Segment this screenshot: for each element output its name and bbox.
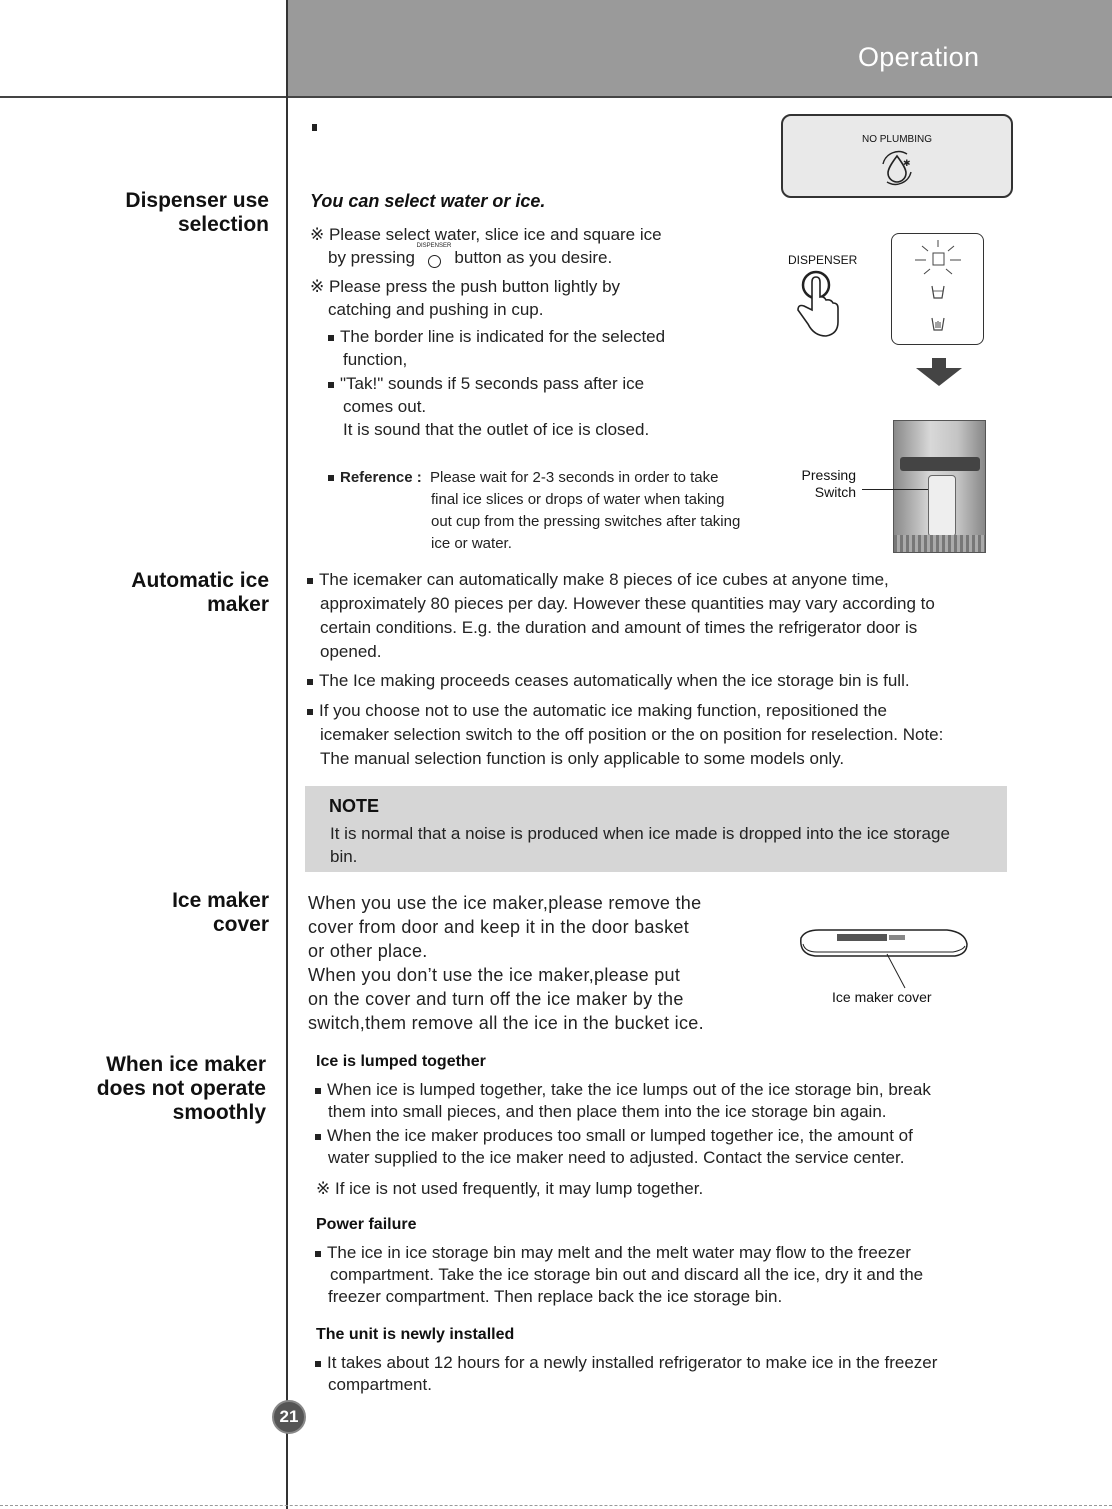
selector-panel bbox=[891, 233, 984, 345]
page-number: 21 bbox=[272, 1400, 306, 1434]
heading-dispenser-use: Dispenser use selection bbox=[125, 189, 269, 236]
lumped-title: Ice is lumped together bbox=[316, 1053, 486, 1070]
leader-line bbox=[862, 489, 928, 490]
heading-ice-maker-cover: Ice maker cover bbox=[172, 889, 269, 936]
water-cup-icon bbox=[930, 284, 946, 300]
note-title: NOTE bbox=[329, 796, 380, 816]
lumped-bullet-2: When the ice maker produces too small or lumped together ice, the amount of water supplied to the ice maker need to adjusted. Contact the service center. bbox=[315, 1125, 913, 1169]
fig-pressing-switch-label: Pressing Switch bbox=[801, 467, 856, 500]
note-box bbox=[305, 786, 1007, 872]
dispenser-bullet-1: The border line is indicated for the selected function, bbox=[328, 325, 665, 371]
auto-ice-paragraph-3: If you choose not to use the automatic ice making function, repositioned the icemaker selection switch to the off position or the on position for reselection. Note: The manual selection function is only applicable to some models only. bbox=[307, 699, 943, 771]
dispenser-reference: Reference : Please wait for 2-3 seconds in order to take final ice slices or drops of water when taking out cup from the pressing switches after taking ice or water. bbox=[328, 467, 740, 555]
footer-divider bbox=[0, 1505, 1112, 1507]
dispenser-button-icon: DISPENSER bbox=[420, 246, 450, 266]
vertical-divider bbox=[286, 0, 288, 1509]
dispenser-bullet-2: "Tak!" sounds if 5 seconds pass after ice comes out. It is sound that the outlet of ice is closed. bbox=[328, 372, 649, 441]
dispenser-note-2b: catching and pushing in cup. bbox=[328, 300, 544, 319]
heading-automatic-ice-maker: Automatic ice maker bbox=[131, 569, 269, 616]
dispenser-note-2a: ※ Please press the push button lightly by bbox=[310, 277, 621, 296]
header-band bbox=[288, 0, 1112, 96]
marker-square bbox=[312, 124, 317, 131]
finger-press-icon bbox=[790, 268, 850, 344]
newly-installed-title: The unit is newly installed bbox=[316, 1326, 515, 1343]
fig-dispenser-label: DISPENSER bbox=[788, 253, 858, 267]
svg-text:✱: ✱ bbox=[903, 159, 911, 169]
cup-with-ice bbox=[928, 475, 956, 537]
lumped-bullet-1: When ice is lumped together, take the ice lumps out of the ice storage bin, break them into small pieces, and then place them into the ice storage bin again. bbox=[315, 1079, 931, 1123]
crushed-ice-icon bbox=[930, 316, 946, 332]
lumped-note: ※ If ice is not used frequently, it may lump together. bbox=[316, 1179, 704, 1198]
water-drop-icon bbox=[877, 148, 917, 188]
arrow-down-icon bbox=[916, 358, 962, 386]
no-plumbing-label: NO PLUMBING bbox=[861, 134, 932, 145]
ice-maker-cover-illustration bbox=[795, 924, 971, 990]
heading-not-operate-smoothly: When ice maker does not operate smoothly bbox=[96, 1053, 266, 1124]
power-failure-title: Power failure bbox=[316, 1216, 417, 1233]
note-text: It is normal that a noise is produced when ice made is dropped into the ice storage bin. bbox=[330, 824, 950, 866]
page-section-title: Operation bbox=[858, 42, 980, 72]
ice-glow-icon bbox=[910, 238, 966, 278]
dispenser-note-1b: by pressing DISPENSER button as you desire. bbox=[328, 243, 613, 267]
power-failure-bullet: The ice in ice storage bin may melt and the melt water may flow to the freezer compartment. Take the ice storage bin out and discard all the ice, dry it and the freezer compartment. Then replace back the ice storage bin. bbox=[315, 1242, 923, 1308]
dispenser-intro: You can select water or ice. bbox=[310, 191, 546, 211]
no-plumbing-panel bbox=[781, 114, 1013, 198]
newly-installed-bullet: It takes about 12 hours for a newly installed refrigerator to make ice in the freezer compartment. bbox=[315, 1352, 937, 1396]
auto-ice-paragraph-1: The icemaker can automatically make 8 pieces of ice cubes at anyone time, approximately 80 pieces per day. However these quantities may vary according to certain conditions. E.g. the duration and amount of times the refrigerator door is opened. bbox=[307, 568, 935, 664]
auto-ice-paragraph-2: The Ice making proceeds ceases automatically when the ice storage bin is full. bbox=[307, 669, 910, 693]
dispenser-note-1a: ※ Please select water, slice ice and square ice bbox=[310, 225, 662, 244]
cover-text: When you use the ice maker,please remove the cover from door and keep it in the door basket or other place. When you don’t use the ice maker,please put on the cover and turn off the ice maker by the switch,them remove all the ice in the bucket ice. bbox=[308, 893, 704, 1033]
dispenser-photo bbox=[893, 420, 986, 553]
fig-ice-maker-cover-label: Ice maker cover bbox=[832, 989, 932, 1005]
header-divider bbox=[0, 96, 1112, 98]
